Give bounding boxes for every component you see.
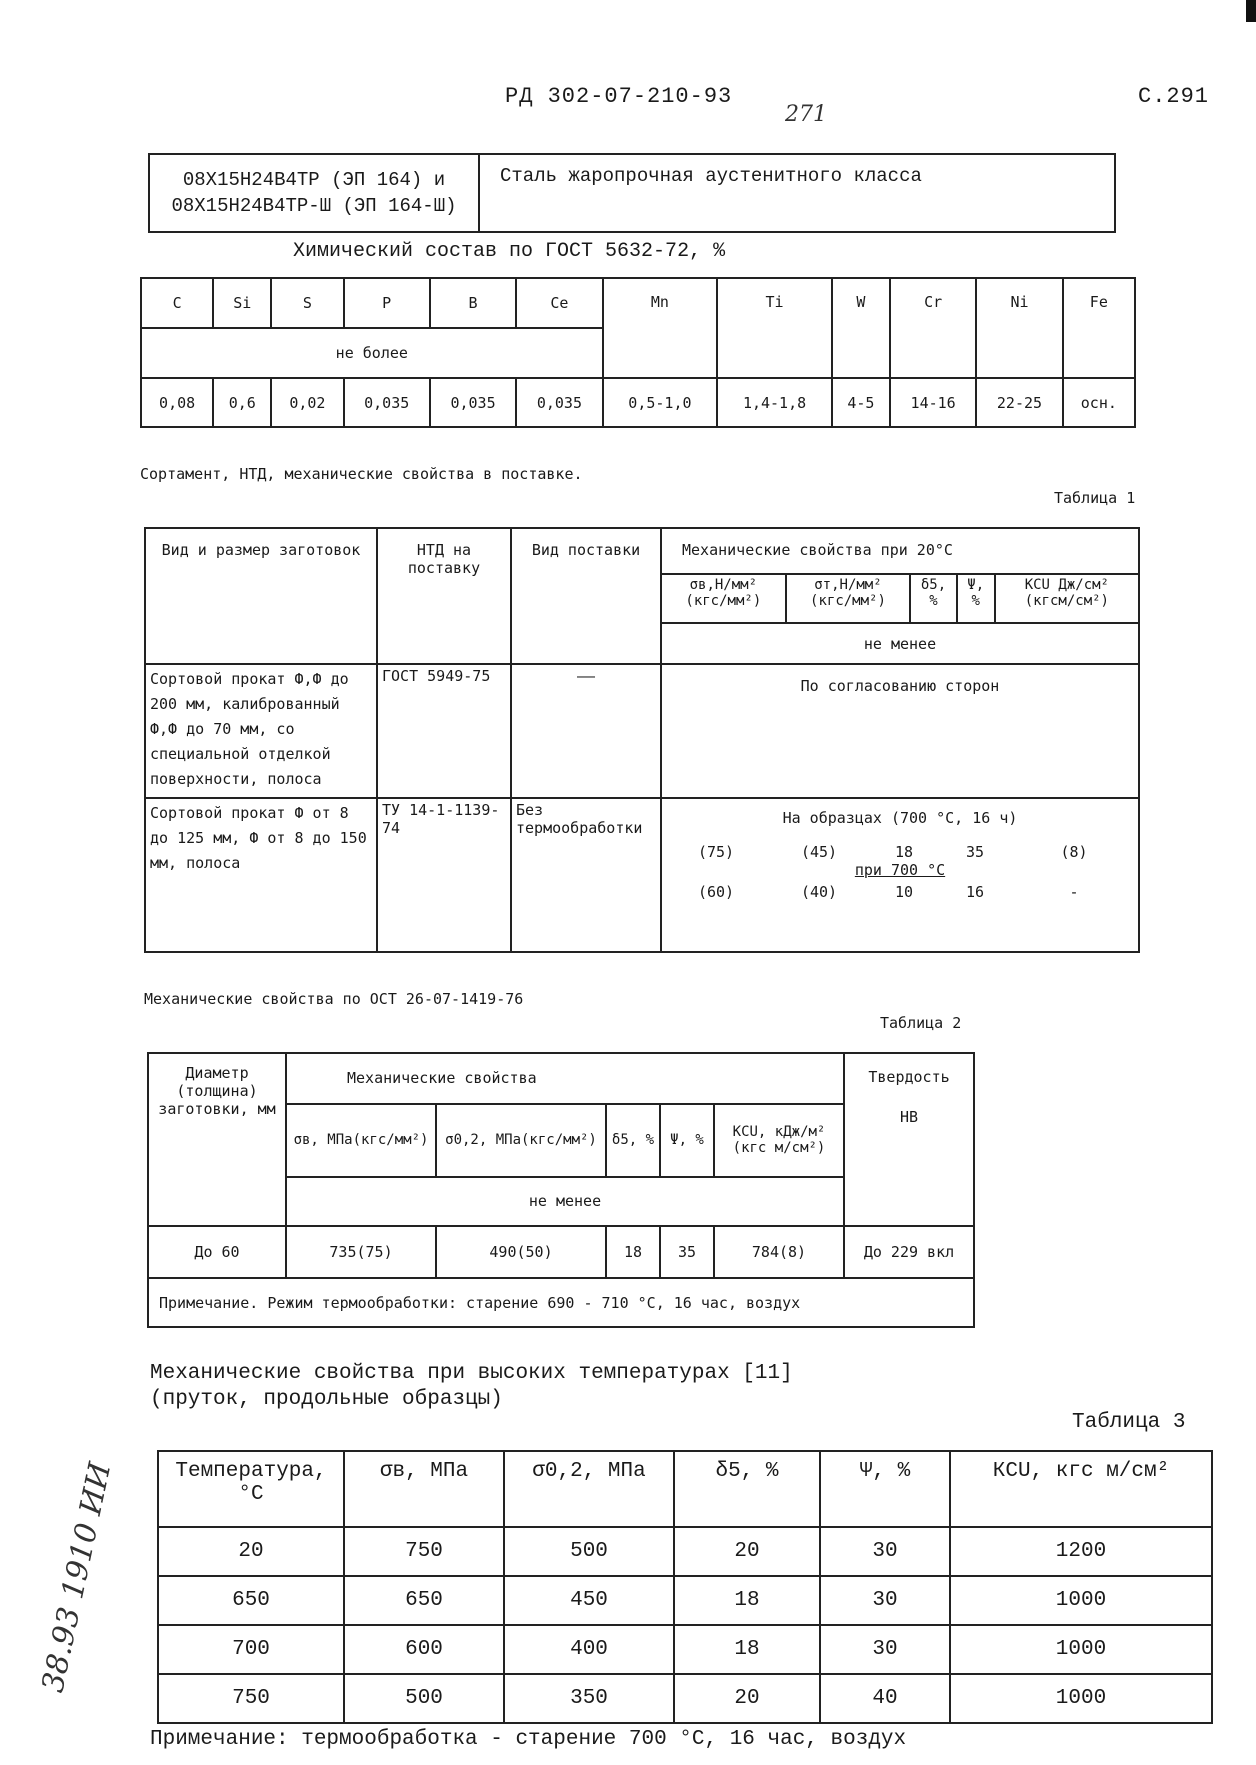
t3-cell: 18 [674, 1625, 820, 1674]
t3-cell: 20 [158, 1527, 344, 1576]
doc-code: РД 302-07-210-93 [505, 84, 733, 109]
t1-r1-mech-text: По согласованию сторон [800, 677, 1000, 696]
t1-sub-psi: Ψ, % [957, 574, 995, 623]
t1-r2-b0: (60) [697, 883, 735, 902]
chem-val: 0,035 [516, 378, 602, 427]
t2-sub-psi: Ψ, % [660, 1104, 714, 1177]
t1-col-mech: Механические свойства при 20°С [661, 528, 1139, 574]
chem-val: 1,4-1,8 [717, 378, 832, 427]
t3-cell: 40 [820, 1674, 950, 1723]
t1-r2-b2: 10 [894, 883, 914, 902]
t3-cell: 18 [674, 1576, 820, 1625]
chem-el-c: C [141, 278, 213, 328]
t3-h-temp: Температура, °С [158, 1451, 344, 1527]
chem-title: Химический состав по ГОСТ 5632-72, % [293, 240, 726, 263]
chem-el-ce: Ce [516, 278, 602, 328]
t3-cell: 400 [504, 1625, 674, 1674]
t3-cell: 750 [158, 1674, 344, 1723]
t1-r2-a2: 18 [894, 843, 914, 862]
grade-description: Сталь жаропрочная аустенитного класса [479, 154, 1115, 232]
t3-cell: 650 [344, 1576, 504, 1625]
t1-r2-a0: (75) [697, 843, 735, 862]
t1-r2-b3: 16 [965, 883, 985, 902]
table1-intro: Сортамент, НТД, механические свойства в поставке. [140, 465, 583, 483]
t2-val: До 60 [148, 1226, 286, 1279]
t3-cell: 1200 [950, 1527, 1212, 1576]
t1-r1-mech [661, 664, 1139, 798]
table3-note: Примечание: термообработка - старение 700 °С, 16 час, воздух [150, 1728, 907, 1751]
table3 [157, 1450, 1213, 1724]
chem-el-b: B [430, 278, 516, 328]
margin-handwritten-note: 38.93 1910 ИИ [35, 1459, 119, 1696]
scan-corner-mark [1246, 0, 1256, 22]
t2-val: 18 [606, 1226, 660, 1279]
t2-val: 35 [660, 1226, 714, 1279]
chem-val: 22-25 [976, 378, 1062, 427]
t1-r2-b1: (40) [800, 883, 838, 902]
chem-el-fe: Fe [1063, 278, 1135, 378]
t3-cell: 30 [820, 1625, 950, 1674]
chem-val: 0,02 [271, 378, 343, 427]
t3-h-kcu: КСU, кгс м/см² [950, 1451, 1212, 1527]
chem-val: 14-16 [890, 378, 976, 427]
chem-val: 0,08 [141, 378, 213, 427]
chem-el-ni: Ni [976, 278, 1062, 378]
t3-cell: 1000 [950, 1674, 1212, 1723]
t1-r1-supply: —— [511, 664, 661, 798]
t1-r2-a4: (8) [1060, 843, 1088, 862]
t1-r2-note: На образцах (700 °С, 16 ч) [782, 809, 1018, 828]
t3-cell: 20 [674, 1674, 820, 1723]
t2-sub-delta: δ5, % [606, 1104, 660, 1177]
t1-col-supply: Вид поставки [511, 528, 661, 664]
table2-intro: Механические свойства по ОСТ 26-07-1419-76 [144, 990, 524, 1008]
t3-h-delta: δ5, % [674, 1451, 820, 1527]
grade-box [148, 153, 1116, 233]
chem-el-w: W [832, 278, 890, 378]
t1-r2-mech [661, 798, 1139, 952]
table2 [147, 1052, 975, 1328]
chem-el-mn: Mn [603, 278, 718, 378]
chem-val: 0,035 [344, 378, 430, 427]
chem-el-ti: Ti [717, 278, 832, 378]
t3-cell: 650 [158, 1576, 344, 1625]
t1-r1-blank: Сортовой прокат Ф,Ф до 200 мм, калиброванный Ф,Ф до 70 мм, со специальной отделкой поверхности, полоса [145, 664, 377, 798]
t2-col-hard [844, 1053, 974, 1226]
t1-r2-supply: Без термообработки [511, 798, 661, 952]
chem-el-p: P [344, 278, 430, 328]
t3-cell: 1000 [950, 1625, 1212, 1674]
t1-r2-at700: при 700 °С [854, 861, 946, 880]
table3-title-2: (пруток, продольные образцы) [150, 1388, 503, 1411]
t2-note: Примечание. Режим термообработки: старение 690 - 710 °С, 16 час, воздух [148, 1278, 974, 1327]
table1-label: Таблица 1 [1054, 489, 1136, 507]
chem-val: 0,5-1,0 [603, 378, 718, 427]
t1-r1-ntd: ГОСТ 5949-75 [377, 664, 511, 798]
grade-name-1: 08Х15Н24В4ТР (ЭП 164) и [182, 169, 446, 191]
t1-r2-ntd: ТУ 14-1-1139-74 [377, 798, 511, 952]
t2-val: 784(8) [714, 1226, 844, 1279]
t1-col-blank: Вид и размер заготовок [145, 528, 377, 664]
chem-val: осн. [1063, 378, 1135, 427]
chem-val: 0,6 [213, 378, 271, 427]
t3-cell: 350 [504, 1674, 674, 1723]
t2-val: 490(50) [436, 1226, 606, 1279]
page-number: С.291 [1138, 84, 1210, 109]
table1 [144, 527, 1140, 953]
t3-cell: 1000 [950, 1576, 1212, 1625]
t3-h-sigmab: σв, МПа [344, 1451, 504, 1527]
t2-hard-title: Твердость [868, 1068, 950, 1086]
t2-val: 735(75) [286, 1226, 436, 1279]
t3-h-sigma02: σ0,2, МПа [504, 1451, 674, 1527]
t1-sub-sigmab: σв,Н/мм² (кгс/мм²) [661, 574, 786, 623]
t2-col-mech: Механические свойства [286, 1053, 844, 1104]
chem-el-s: S [271, 278, 343, 328]
t1-col-ntd: НТД на поставку [377, 528, 511, 664]
t1-r2-b4: - [1069, 883, 1079, 902]
t2-sub-sigma02: σ0,2, МПа(кгс/мм²) [436, 1104, 606, 1177]
t1-r2-a1: (45) [800, 843, 838, 862]
t3-cell: 30 [820, 1527, 950, 1576]
chem-val: 0,035 [430, 378, 516, 427]
t1-sub-kcu: КСU Дж/см² (кгсм/см²) [995, 574, 1139, 623]
page-stamp: 271 [785, 102, 827, 127]
t3-cell: 500 [504, 1527, 674, 1576]
t1-r2-blank: Сортовой прокат Ф от 8 до 125 мм, Ф от 8 до 150 мм, полоса [145, 798, 377, 952]
chem-table [140, 277, 1136, 428]
t1-sub-delta: δ5, % [910, 574, 956, 623]
t3-cell: 700 [158, 1625, 344, 1674]
t2-col-diam: Диаметр (толщина) заготовки, мм [148, 1053, 286, 1226]
t1-not-less: не менее [661, 623, 1139, 664]
t3-cell: 750 [344, 1527, 504, 1576]
t3-cell: 20 [674, 1527, 820, 1576]
grade-name-2: 08Х15Н24В4ТР-Ш (ЭП 164-Ш) [171, 195, 457, 217]
t2-not-less: не менее [286, 1177, 844, 1226]
table3-label: Таблица 3 [1072, 1411, 1186, 1434]
t3-cell: 450 [504, 1576, 674, 1625]
chem-el-cr: Cr [890, 278, 976, 378]
t2-val: До 229 вкл [844, 1226, 974, 1279]
t2-sub-kcu: КСU, кДж/м² (кгс м/см²) [714, 1104, 844, 1177]
t3-cell: 30 [820, 1576, 950, 1625]
t2-sub-sigmab: σв, МПа(кгс/мм²) [286, 1104, 436, 1177]
table2-label: Таблица 2 [880, 1014, 962, 1032]
chem-el-si: Si [213, 278, 271, 328]
t3-h-psi: Ψ, % [820, 1451, 950, 1527]
t2-hard-unit: НВ [899, 1108, 919, 1126]
chem-val: 4-5 [832, 378, 890, 427]
chem-not-more: не более [141, 328, 603, 378]
t1-r2-a3: 35 [965, 843, 985, 862]
t3-cell: 600 [344, 1625, 504, 1674]
t1-sub-sigmat: σт,Н/мм² (кгс/мм²) [786, 574, 911, 623]
t3-cell: 500 [344, 1674, 504, 1723]
table3-title-1: Механические свойства при высоких температурах [11] [150, 1362, 793, 1385]
